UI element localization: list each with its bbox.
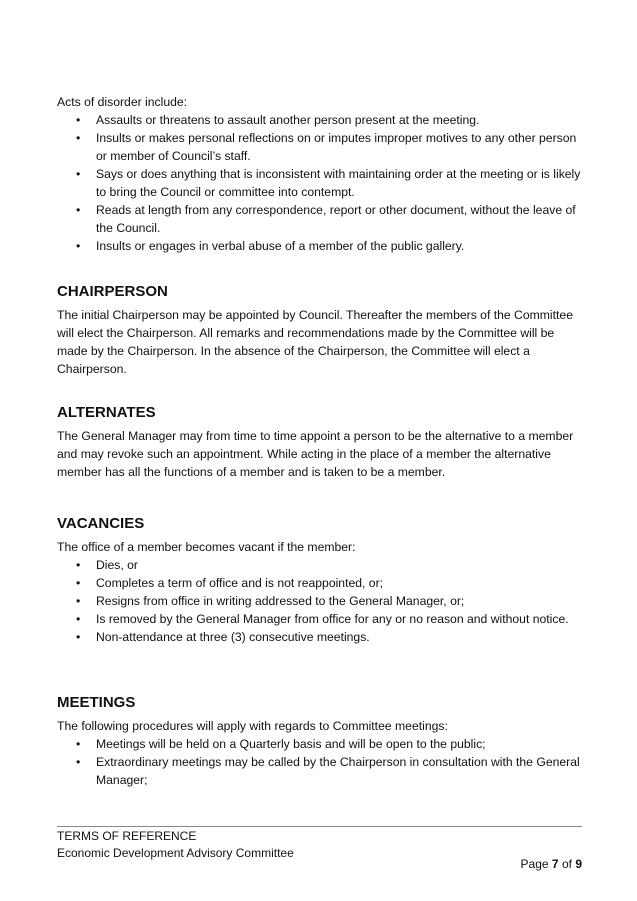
- bullet-icon: •: [76, 612, 81, 626]
- bullet-icon: •: [76, 755, 81, 769]
- list-item: • Non-attendance at three (3) consecutive meetings.: [76, 630, 370, 644]
- list-item: • Completes a term of office and is not reappointed, or;: [76, 576, 384, 590]
- list-item: • Says or does anything that is inconsistent with maintaining order at the meeting or is likely to bring the Council or committee into contempt.: [76, 167, 581, 199]
- list-item: • Is removed by the General Manager from office for any or no reason and without notice.: [76, 612, 569, 626]
- disorder-intro: Acts of disorder include:: [57, 95, 188, 109]
- chairperson-body: The initial Chairperson may be appointed by Council. Thereafter the members of the Committee will elect the Chairperson. All remarks and recommendations made by the Committee will be made by the Chairperson. In the absence of the Chairperson, the Committee will elect a Chairperson.: [57, 308, 573, 376]
- list-item: • Resigns from office in writing addressed to the General Manager, or;: [76, 594, 465, 608]
- alternates-section: [57, 403, 582, 481]
- page-footer: [57, 826, 582, 862]
- bullet-icon: •: [76, 131, 81, 145]
- list-item: • Extraordinary meetings may be called by the Chairperson in consultation with the General Manager;: [76, 755, 580, 787]
- bullet-icon: •: [76, 594, 81, 608]
- footer-title: TERMS OF REFERENCE: [57, 829, 197, 843]
- list-item: • Assaults or threatens to assault another person present at the meeting.: [76, 113, 480, 127]
- bullet-icon: •: [76, 203, 81, 217]
- meetings-section: [57, 693, 582, 789]
- disorder-section: [57, 93, 582, 255]
- meetings-intro: The following procedures will apply with regards to Committee meetings:: [57, 719, 448, 733]
- vacancies-list: [57, 556, 582, 646]
- bullet-icon: •: [76, 239, 81, 253]
- vacancies-heading: VACANCIES: [57, 515, 145, 532]
- page-number: Page 7 of 9: [520, 857, 582, 871]
- list-item: • Insults or makes personal reflections on or imputes improper motives to any other person or member of Council’s staff.: [76, 131, 577, 163]
- list-item: • Reads at length from any correspondence, report or other document, without the leave of the Council.: [76, 203, 576, 235]
- meetings-heading: MEETINGS: [57, 694, 136, 711]
- bullet-icon: •: [76, 167, 81, 181]
- chairperson-section: [57, 282, 582, 378]
- list-item: • Dies, or: [76, 558, 138, 572]
- footer-subtitle: Economic Development Advisory Committee: [57, 846, 294, 860]
- chairperson-heading: CHAIRPERSON: [57, 283, 168, 300]
- disorder-list: [57, 111, 582, 255]
- vacancies-section: [57, 514, 582, 646]
- list-item: • Insults or engages in verbal abuse of a member of the public gallery.: [76, 239, 465, 253]
- bullet-icon: •: [76, 558, 81, 572]
- alternates-heading: ALTERNATES: [57, 404, 156, 421]
- meetings-list: [57, 735, 582, 789]
- alternates-body: The General Manager may from time to time appoint a person to be the alternative to a member and may revoke such an appointment. While acting in the place of a member the alternative member has all the functions of a member and is taken to be a member.: [57, 429, 574, 479]
- list-item: • Meetings will be held on a Quarterly basis and will be open to the public;: [76, 737, 486, 751]
- bullet-icon: •: [76, 630, 81, 644]
- bullet-icon: •: [76, 576, 81, 590]
- bullet-icon: •: [76, 113, 81, 127]
- vacancies-intro: The office of a member becomes vacant if the member:: [57, 540, 356, 554]
- bullet-icon: •: [76, 737, 81, 751]
